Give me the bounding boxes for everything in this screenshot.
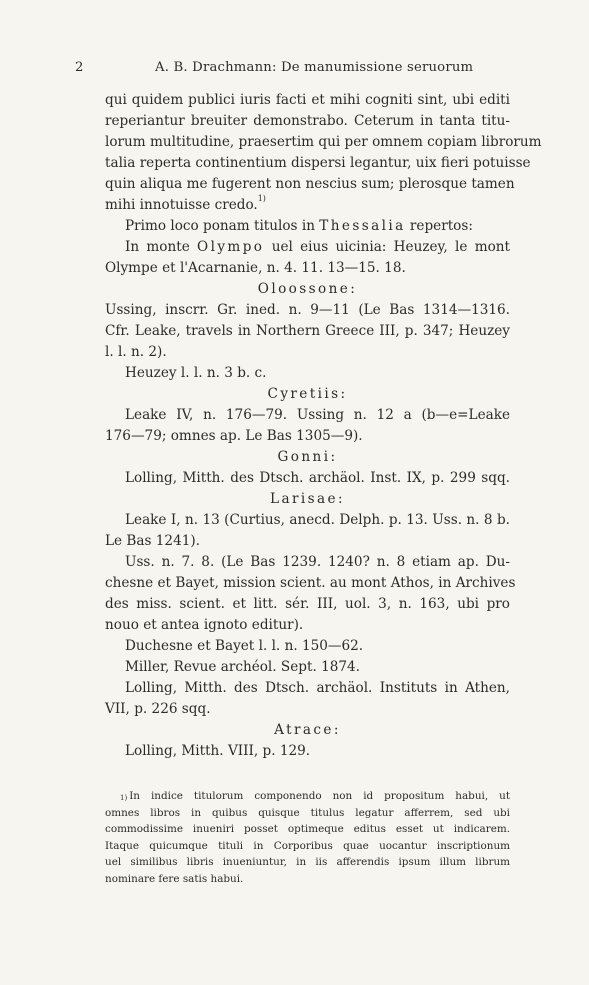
place-heading bbox=[105, 384, 510, 405]
text-line bbox=[105, 657, 510, 678]
line-text: des miss. scient. et litt. sér. III, uol. 3, n. 163, ubi pro bbox=[105, 596, 510, 612]
text-line bbox=[105, 90, 510, 111]
line-text: Leake IV, n. 176—79. Ussing n. 12 a (b—e=Leake bbox=[125, 407, 510, 423]
main-text bbox=[105, 90, 542, 762]
line-text: VII, p. 226 sqq. bbox=[105, 701, 211, 717]
line-text: talia reperta continentium dispersi legantur, uix fieri potuisse bbox=[105, 155, 531, 171]
text-line bbox=[105, 258, 510, 279]
line-text: nouo et antea ignoto editur). bbox=[105, 617, 304, 633]
place-heading bbox=[105, 447, 510, 468]
text-line bbox=[105, 531, 510, 552]
footnote-text: commodissime inueniri posset optimeque editus esset ut indicarem. bbox=[105, 823, 510, 836]
text-line bbox=[105, 216, 510, 237]
running-head: A. B. Drachmann: De manumissione seruorum bbox=[155, 60, 474, 75]
line-text: Heuzey l. l. n. 3 b. c. bbox=[125, 365, 267, 381]
footnote-line bbox=[105, 788, 510, 805]
place-heading bbox=[105, 720, 510, 741]
text-line bbox=[105, 636, 510, 657]
line-text: reperiantur breuiter demonstrabo. Ceterum in tanta titu- bbox=[105, 113, 510, 129]
text-fragment: Primo loco ponam titulos in bbox=[125, 218, 320, 234]
line-text: Lolling, Mitth. des Dtsch. archäol. Instituts in Athen, bbox=[125, 680, 510, 696]
text-line bbox=[105, 468, 510, 489]
line-text: Atrace: bbox=[274, 722, 341, 738]
text-line bbox=[105, 237, 510, 258]
text-fragment: uel eius uicinia: Heuzey, le mont bbox=[264, 239, 510, 255]
line-text: Leake I, n. 13 (Curtius, anecd. Delph. p. 13. Uss. n. 8 b. bbox=[125, 512, 510, 528]
text-line bbox=[105, 678, 510, 699]
line-text: quin aliqua me fugerent non nescius sum; plerosque tamen bbox=[105, 176, 515, 192]
text-line bbox=[105, 510, 510, 531]
text-line bbox=[105, 363, 510, 384]
footnote-line bbox=[105, 805, 510, 822]
line-text: Larisae: bbox=[270, 491, 345, 507]
line-text: qui quidem publici iuris facti et mihi cogniti sint, ubi editi bbox=[105, 92, 510, 108]
footnote-text: nominare fere satis habui. bbox=[105, 872, 244, 885]
footnote-text: Itaque quicumque tituli in Corporibus quae uocantur inscriptionum bbox=[105, 839, 510, 852]
page-number: 2 bbox=[75, 60, 84, 75]
footnote-line bbox=[105, 821, 510, 838]
place-heading bbox=[105, 279, 510, 300]
line-text: Lolling, Mitth. VIII, p. 129. bbox=[125, 743, 311, 759]
footnote-text: In indice titulorum componendo non id propositum habui, ut bbox=[129, 790, 510, 802]
page-header bbox=[0, 60, 589, 80]
text-line bbox=[105, 300, 510, 321]
line-text: Cyretiis: bbox=[267, 386, 348, 402]
place-heading bbox=[105, 489, 510, 510]
text-fragment: repertos: bbox=[405, 218, 473, 234]
text-line bbox=[105, 321, 510, 342]
line-text: Gonni: bbox=[277, 449, 338, 465]
line-text: Oloossone: bbox=[257, 281, 358, 297]
footnote-mark: 1) bbox=[120, 794, 128, 802]
line-text: l. l. n. 2). bbox=[105, 344, 167, 360]
text-line bbox=[105, 111, 510, 132]
footnote bbox=[105, 788, 510, 888]
line-text: Olympe et l'Acarnanie, n. 4. 11. 13—15. 18. bbox=[105, 260, 406, 276]
text-line bbox=[105, 153, 531, 174]
footnote-line bbox=[105, 871, 510, 888]
footnote-line bbox=[105, 838, 510, 855]
footnote-line bbox=[105, 854, 510, 871]
line-text: mihi innotuisse credo. bbox=[105, 197, 258, 213]
text-line bbox=[105, 741, 510, 762]
footnote-reference: 1) bbox=[257, 194, 266, 203]
text-line bbox=[105, 573, 516, 594]
footnote-text: omnes libros in quibus quisque titulus legatur afferrem, sed ubi bbox=[105, 806, 510, 819]
line-text: 176—79; omnes ap. Le Bas 1305—9). bbox=[105, 428, 363, 444]
line-text: lorum multitudine, praesertim qui per omnem copiam librorum bbox=[105, 134, 542, 150]
spaced-place-name: Thessalia bbox=[319, 218, 406, 234]
line-text: Lolling, Mitth. des Dtsch. archäol. Inst. IX, p. 299 sqq. bbox=[125, 470, 510, 486]
line-text: Le Bas 1241). bbox=[105, 533, 201, 549]
spaced-place-name: Olympo bbox=[197, 239, 265, 255]
line-text: Duchesne et Bayet l. l. n. 150—62. bbox=[125, 638, 364, 654]
line-text: Cfr. Leake, travels in Northern Greece III, p. 347; Heuzey bbox=[105, 323, 510, 339]
text-line bbox=[105, 699, 510, 720]
text-fragment: In monte bbox=[125, 239, 198, 255]
line-text: Ussing, inscrr. Gr. ined. n. 9—11 (Le Bas 1314—1316. bbox=[105, 302, 510, 318]
text-line bbox=[105, 615, 510, 636]
text-line bbox=[105, 552, 510, 573]
text-line bbox=[105, 426, 510, 447]
line-text: Miller, Revue archéol. Sept. 1874. bbox=[125, 659, 361, 675]
text-line bbox=[105, 195, 510, 216]
text-line bbox=[105, 342, 510, 363]
text-line bbox=[105, 405, 510, 426]
footnote-text: uel similibus libris inueniuntur, in iis afferendis ipsum illum librum bbox=[105, 856, 510, 869]
text-line bbox=[105, 594, 510, 615]
text-line bbox=[105, 132, 542, 153]
text-line bbox=[105, 174, 515, 195]
line-text: Uss. n. 7. 8. (Le Bas 1239. 1240? n. 8 etiam ap. Du- bbox=[125, 554, 510, 570]
line-text: chesne et Bayet, mission scient. au mont Athos, in Archives bbox=[105, 575, 516, 591]
